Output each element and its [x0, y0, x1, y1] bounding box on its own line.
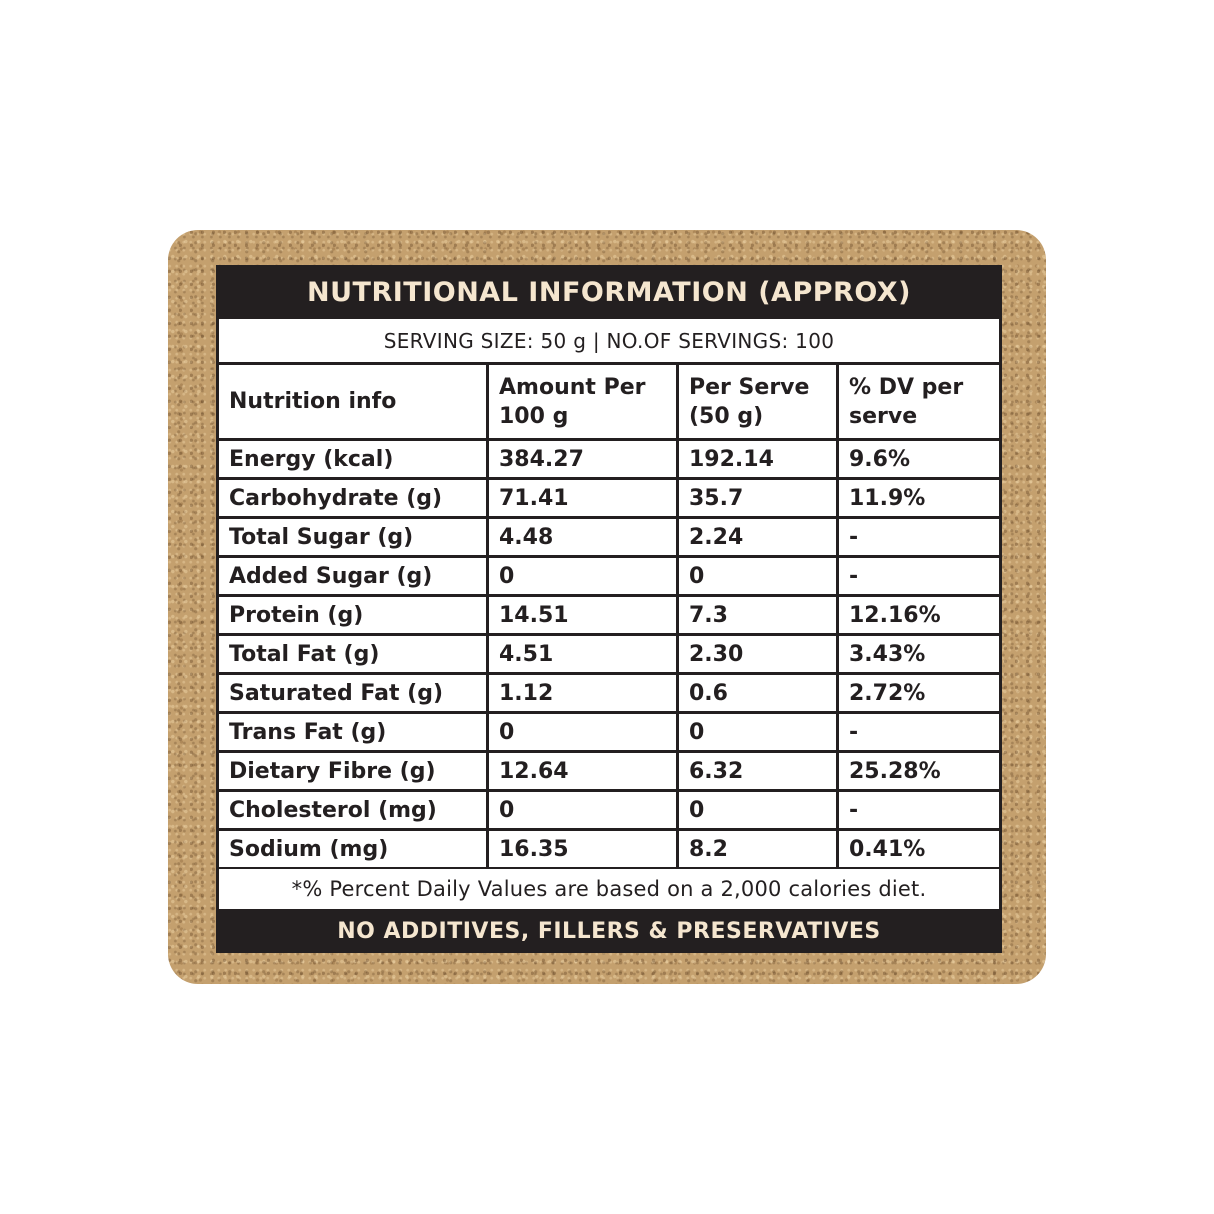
nutrient-name-cell: Total Sugar (g): [219, 519, 489, 558]
nutrient-name-cell: Protein (g): [219, 597, 489, 636]
per-serve-cell: 8.2: [679, 831, 839, 870]
nutrient-name-cell: Cholesterol (mg): [219, 792, 489, 831]
table-row: [219, 597, 999, 636]
label-title: NUTRITIONAL INFORMATION (APPROX): [307, 276, 911, 308]
per-serve-cell: 2.24: [679, 519, 839, 558]
table-row: [219, 753, 999, 792]
amount-per-100g-cell: 384.27: [489, 441, 679, 480]
dv-percent-cell: 3.43%: [839, 636, 999, 675]
per-serve-cell: 2.30: [679, 636, 839, 675]
amount-per-100g-cell: 14.51: [489, 597, 679, 636]
per-serve-cell: 0: [679, 714, 839, 753]
table-row: [219, 519, 999, 558]
dv-percent-cell: -: [839, 558, 999, 597]
table-body: [219, 441, 999, 870]
dv-percent-cell: 0.41%: [839, 831, 999, 870]
per-serve-cell: 0: [679, 558, 839, 597]
dv-percent-cell: 25.28%: [839, 753, 999, 792]
nutrient-name-cell: Sodium (mg): [219, 831, 489, 870]
amount-per-100g-cell: 12.64: [489, 753, 679, 792]
serving-size-line: SERVING SIZE: 50 g | NO.OF SERVINGS: 100: [219, 319, 999, 362]
dv-percent-cell: -: [839, 792, 999, 831]
amount-per-100g-cell: 1.12: [489, 675, 679, 714]
nutrition-label: [216, 265, 1002, 953]
amount-per-100g-cell: 0: [489, 714, 679, 753]
dv-percent-cell: 12.16%: [839, 597, 999, 636]
nutrition-table: [219, 365, 999, 870]
table-row: [219, 558, 999, 597]
no-additives-banner: NO ADDITIVES, FILLERS & PRESERVATIVES: [337, 918, 881, 944]
dv-percent-cell: 11.9%: [839, 480, 999, 519]
table-row: [219, 480, 999, 519]
amount-per-100g-cell: 16.35: [489, 831, 679, 870]
table-header-row: [219, 365, 999, 441]
per-serve-cell: 6.32: [679, 753, 839, 792]
table-row: [219, 675, 999, 714]
nutrient-name-cell: Added Sugar (g): [219, 558, 489, 597]
per-serve-cell: 7.3: [679, 597, 839, 636]
amount-per-100g-cell: 71.41: [489, 480, 679, 519]
amount-per-100g-cell: 4.48: [489, 519, 679, 558]
per-serve-cell: 0: [679, 792, 839, 831]
amount-per-100g-cell: 4.51: [489, 636, 679, 675]
nutrient-name-cell: Dietary Fibre (g): [219, 753, 489, 792]
per-serve-cell: 192.14: [679, 441, 839, 480]
nutrient-name-cell: Energy (kcal): [219, 441, 489, 480]
column-header-per-serve: Per Serve (50 g): [679, 365, 839, 441]
amount-per-100g-cell: 0: [489, 558, 679, 597]
table-row: [219, 714, 999, 753]
column-header-nutrition-info: Nutrition info: [219, 365, 489, 441]
amount-per-100g-cell: 0: [489, 792, 679, 831]
dv-percent-cell: -: [839, 519, 999, 558]
dv-percent-cell: 2.72%: [839, 675, 999, 714]
column-header-amount-per-100g: Amount Per 100 g: [489, 365, 679, 441]
per-serve-cell: 35.7: [679, 480, 839, 519]
nutrient-name-cell: Trans Fat (g): [219, 714, 489, 753]
nutrient-name-cell: Saturated Fat (g): [219, 675, 489, 714]
daily-values-footnote: *% Percent Daily Values are based on a 2,000 calories diet.: [219, 869, 999, 909]
nutrient-name-cell: Carbohydrate (g): [219, 480, 489, 519]
dv-percent-cell: 9.6%: [839, 441, 999, 480]
nutrient-name-cell: Total Fat (g): [219, 636, 489, 675]
table-row: [219, 831, 999, 870]
table-row: [219, 441, 999, 480]
dv-percent-cell: -: [839, 714, 999, 753]
column-header-dv-per-serve: % DV per serve: [839, 365, 999, 441]
table-row: [219, 792, 999, 831]
per-serve-cell: 0.6: [679, 675, 839, 714]
table-row: [219, 636, 999, 675]
